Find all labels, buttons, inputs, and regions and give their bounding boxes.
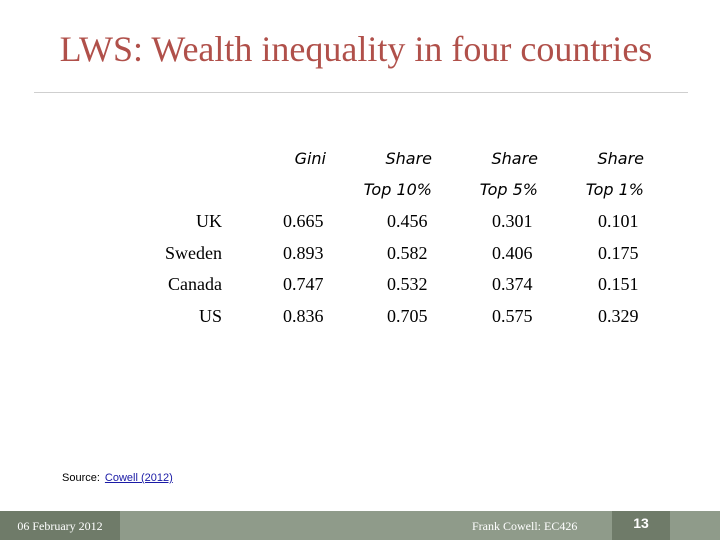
source-label: Source: bbox=[62, 472, 100, 484]
header-top10-label: Top 10% bbox=[363, 180, 432, 199]
uk-top10: 0.456 bbox=[387, 211, 428, 231]
country-label-uk: UK bbox=[196, 211, 222, 231]
footer-date: 06 February 2012 bbox=[17, 519, 103, 533]
canada-gini: 0.747 bbox=[283, 274, 324, 294]
country-label-canada: Canada bbox=[168, 274, 222, 294]
header-top5-label: Top 5% bbox=[479, 180, 538, 199]
canada-top5: 0.374 bbox=[492, 274, 533, 294]
us-top5: 0.575 bbox=[492, 306, 533, 326]
uk-top1: 0.101 bbox=[598, 211, 639, 231]
canada-top1: 0.151 bbox=[598, 274, 639, 294]
header-top1-label: Top 1% bbox=[585, 180, 644, 199]
uk-gini: 0.665 bbox=[283, 211, 324, 231]
source-note bbox=[62, 472, 173, 484]
footer-bar bbox=[0, 511, 720, 540]
page-number: 13 bbox=[633, 515, 649, 531]
sweden-gini: 0.893 bbox=[283, 243, 324, 263]
title-divider bbox=[34, 92, 688, 93]
sweden-top10: 0.582 bbox=[387, 243, 428, 263]
slide-title: LWS: Wealth inequality in four countries bbox=[59, 29, 653, 69]
us-top1: 0.329 bbox=[598, 306, 639, 326]
uk-top5: 0.301 bbox=[492, 211, 533, 231]
header-share-top1: Share bbox=[597, 149, 644, 168]
header-share-top5: Share bbox=[491, 149, 538, 168]
header-share-top10: Share bbox=[385, 149, 432, 168]
us-top10: 0.705 bbox=[387, 306, 428, 326]
sweden-top5: 0.406 bbox=[492, 243, 533, 263]
country-label-sweden: Sweden bbox=[165, 243, 222, 263]
canada-top10: 0.532 bbox=[387, 274, 428, 294]
source-link[interactable]: Cowell (2012) bbox=[104, 472, 173, 484]
sweden-top1: 0.175 bbox=[598, 243, 639, 263]
header-gini: Gini bbox=[294, 149, 326, 168]
country-label-us: US bbox=[198, 306, 222, 326]
footer-author: Frank Cowell: EC426 bbox=[472, 519, 578, 533]
us-gini: 0.836 bbox=[283, 306, 324, 326]
